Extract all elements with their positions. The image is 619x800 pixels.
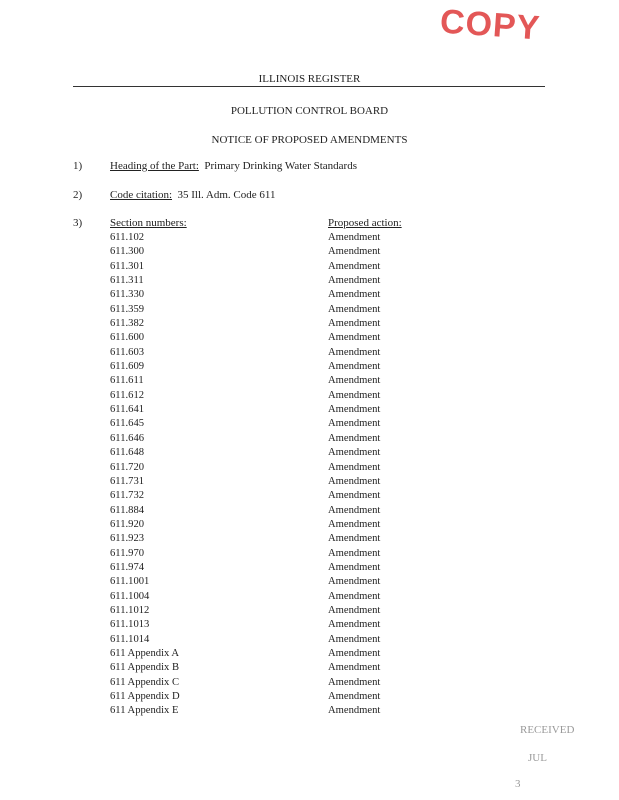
proposed-action-row: Amendment	[328, 389, 381, 401]
header-divider	[73, 86, 545, 87]
proposed-action-row: Amendment	[328, 518, 381, 530]
section-number-row: 611.603	[110, 346, 145, 358]
section-number-row: 611.102	[110, 232, 145, 243]
section-number-row: 611.648	[110, 447, 145, 459]
section-number-row: 611.974	[110, 561, 145, 573]
section-number-row: 611 Appendix C	[110, 676, 180, 688]
section-number-row: 611.382	[110, 318, 145, 330]
section-number-row: 611.731	[110, 475, 145, 487]
proposed-action-row: Amendment	[328, 475, 381, 487]
section-number-row: 611.923	[110, 533, 145, 545]
section-number-row: 611.645	[110, 418, 145, 430]
proposed-action-row: Amendment	[328, 691, 381, 702]
proposed-action-row: Amendment	[328, 418, 381, 430]
section-numbers-header: Section numbers:	[110, 217, 187, 229]
section-number-list	[110, 231, 330, 719]
proposed-action-row: Amendment	[328, 260, 381, 272]
section-number-row: 611.1012	[110, 604, 150, 616]
proposed-action-row: Amendment	[328, 246, 381, 258]
section-number-row: 611.732	[110, 490, 145, 502]
section-number-row: 611 Appendix B	[110, 662, 180, 674]
section-number-row: 611.300	[110, 246, 145, 258]
proposed-action-row: Amendment	[328, 576, 381, 588]
section-number-row: 611.611	[110, 375, 144, 387]
section-number-row: 611.1013	[110, 619, 150, 631]
notice-title: NOTICE OF PROPOSED AMENDMENTS	[211, 134, 408, 146]
proposed-action-row: Amendment	[328, 404, 381, 416]
proposed-action-row: Amendment	[328, 647, 381, 659]
code-citation-value: 35 Ill. Adm. Code 611	[177, 189, 276, 201]
proposed-action-header: Proposed action:	[328, 217, 402, 229]
proposed-action-row: Amendment	[328, 676, 381, 688]
agency-name: POLLUTION CONTROL BOARD	[230, 105, 389, 117]
proposed-action-row: Amendment	[328, 346, 381, 358]
heading-line	[110, 160, 357, 172]
item-number: 2)	[73, 189, 83, 201]
section-number-row: 611.609	[110, 361, 145, 373]
item-number: 3)	[73, 217, 83, 229]
proposed-action-row: Amendment	[328, 590, 381, 602]
section-number-row: 611 Appendix A	[110, 647, 180, 659]
proposed-action-row: Amendment	[328, 461, 381, 473]
proposed-action-row: Amendment	[328, 289, 381, 301]
proposed-action-row: Amendment	[328, 375, 381, 387]
heading-value: Primary Drinking Water Standards	[204, 160, 357, 172]
received-stamp-text: RECEIVED	[520, 724, 575, 736]
code-citation-line	[110, 189, 276, 201]
section-number-row: 611.720	[110, 461, 145, 473]
proposed-action-row: Amendment	[328, 432, 381, 444]
proposed-action-row: Amendment	[328, 332, 381, 344]
code-citation-label: Code citation:	[110, 189, 173, 201]
section-number-row: 611.641	[110, 404, 145, 416]
register-title: ILLINOIS REGISTER	[258, 73, 361, 85]
section-number-row: 611.301	[110, 260, 145, 272]
section-number-row: 611.311	[110, 275, 144, 287]
proposed-action-row: Amendment	[328, 604, 381, 616]
proposed-action-list	[328, 231, 528, 719]
item-number: 1)	[73, 160, 83, 172]
proposed-action-row: Amendment	[328, 232, 381, 243]
section-number-row: 611.1014	[110, 633, 150, 645]
proposed-action-row: Amendment	[328, 705, 381, 717]
proposed-action-row: Amendment	[328, 361, 381, 373]
proposed-action-row: Amendment	[328, 318, 381, 330]
proposed-action-row: Amendment	[328, 533, 381, 545]
section-number-row: 611.646	[110, 432, 145, 444]
heading-label: Heading of the Part:	[110, 160, 199, 172]
section-number-row: 611.920	[110, 518, 145, 530]
proposed-action-row: Amendment	[328, 547, 381, 559]
proposed-action-row: Amendment	[328, 619, 381, 631]
section-number-row: 611.1004	[110, 590, 150, 602]
proposed-action-row: Amendment	[328, 490, 381, 502]
proposed-action-row: Amendment	[328, 275, 381, 287]
received-stamp-month: JUL	[528, 752, 547, 764]
section-number-row: 611 Appendix E	[110, 705, 179, 717]
copy-stamp: COPY	[438, 2, 542, 48]
proposed-action-row: Amendment	[328, 447, 381, 459]
proposed-action-row: Amendment	[328, 561, 381, 573]
proposed-action-row: Amendment	[328, 662, 381, 674]
section-number-row: 611.1001	[110, 576, 150, 588]
proposed-action-row: Amendment	[328, 303, 381, 315]
proposed-action-row: Amendment	[328, 633, 381, 645]
received-stamp-day: 3	[515, 778, 521, 790]
section-number-row: 611.884	[110, 504, 145, 516]
section-number-row: 611.970	[110, 547, 145, 559]
section-number-row: 611.359	[110, 303, 145, 315]
section-number-row: 611.600	[110, 332, 145, 344]
section-number-row: 611 Appendix D	[110, 691, 180, 702]
section-number-row: 611.330	[110, 289, 145, 301]
section-number-row: 611.612	[110, 389, 145, 401]
proposed-action-row: Amendment	[328, 504, 381, 516]
